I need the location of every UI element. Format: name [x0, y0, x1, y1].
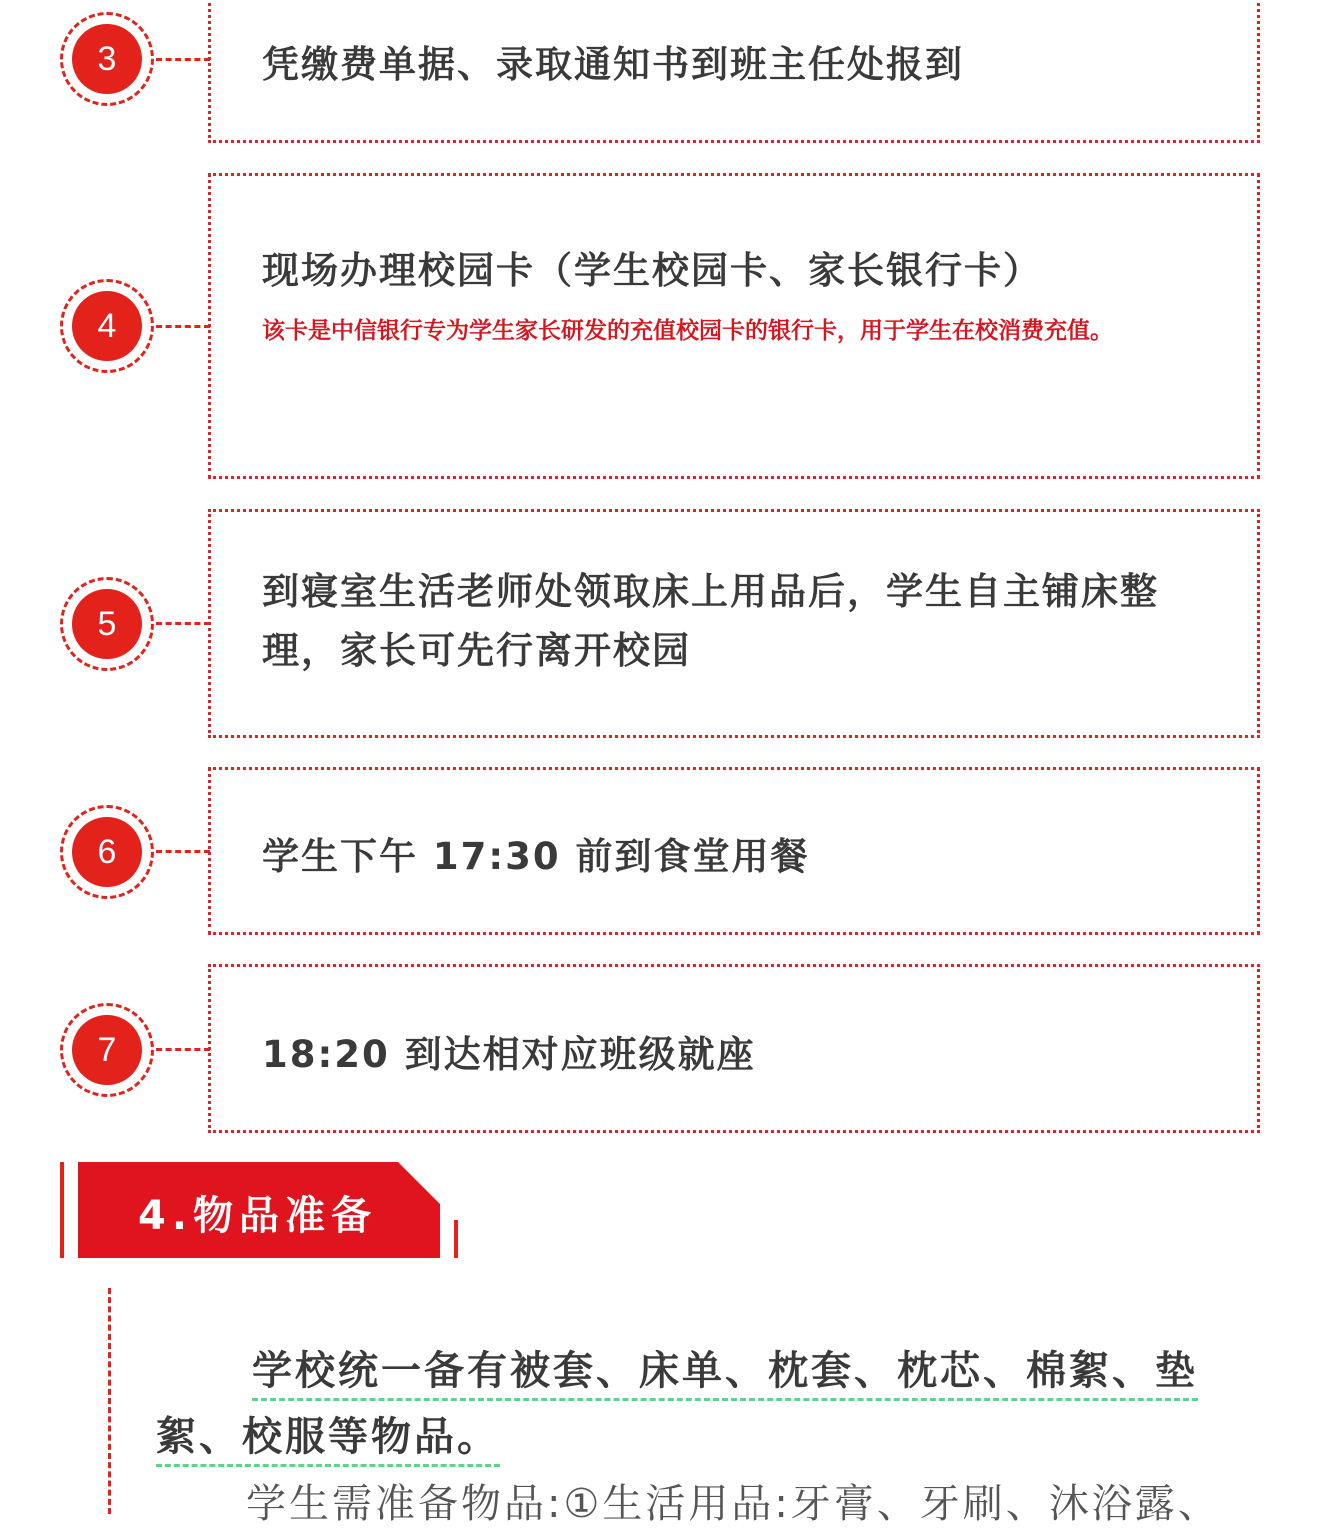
- step-text-5: 到寝室生活老师处领取床上用品后，学生自主铺床整理，家长可先行离开校园: [262, 570, 1159, 672]
- section-header: [60, 1162, 460, 1260]
- step-note-4: 该卡是中信银行专为学生家长研发的充值校园卡的银行卡，用于学生在校消费充值。: [262, 318, 1113, 344]
- step-number-5: 5: [72, 589, 142, 659]
- step-badge-3: [60, 12, 154, 106]
- step-connector-4: [156, 325, 210, 328]
- step-number-7: 7: [72, 1015, 142, 1085]
- highlighted-text: 学校统一备有被套、床单、枕套、枕芯、棉絮、垫絮、校服等物品。: [156, 1348, 1198, 1460]
- step-connector-6: [156, 850, 210, 853]
- step-text-3: 凭缴费单据、录取通知书到班主任处报到: [262, 43, 964, 86]
- section-header-left-bar: [60, 1162, 64, 1258]
- step-text-6: 学生下午 17:30 前到食堂用餐: [262, 835, 810, 878]
- student-items-paragraph: 学生需准备物品:①生活用品:牙膏、牙刷、沐浴露、: [246, 1481, 1221, 1527]
- section-title: 4.物品准备: [138, 1193, 378, 1239]
- step-connector-3: [156, 58, 210, 61]
- section-vertical-dashed-line: [108, 1288, 111, 1514]
- section-header-right-tick: [454, 1220, 458, 1258]
- step-text-4: 现场办理校园卡（学生校园卡、家长银行卡）: [262, 249, 1042, 292]
- step-badge-6: [60, 805, 154, 899]
- step-number-3: 3: [72, 24, 142, 94]
- step-text-7: 18:20 到达相对应班级就座: [262, 1033, 756, 1076]
- step-badge-7: [60, 1003, 154, 1097]
- step-badge-4: [60, 279, 154, 373]
- step-connector-7: [156, 1048, 210, 1051]
- step-number-4: 4: [72, 291, 142, 361]
- step-connector-5: [156, 622, 210, 625]
- step-number-6: 6: [72, 817, 142, 887]
- school-provided-items-paragraph: [156, 1338, 1262, 1470]
- step-badge-5: [60, 577, 154, 671]
